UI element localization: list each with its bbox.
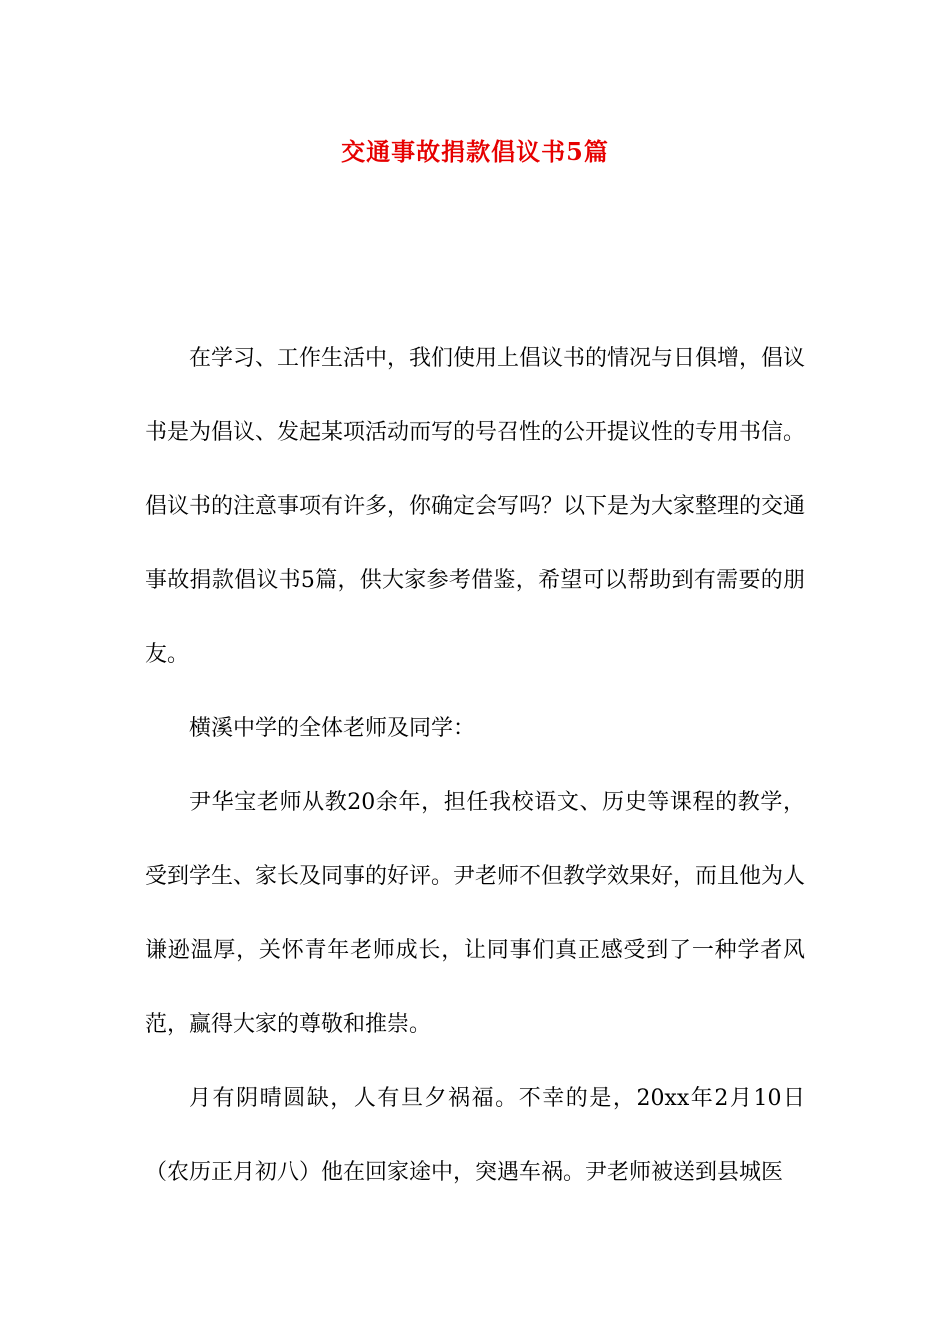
document-body [145,322,805,1210]
paragraph-intro: 在学习、工作生活中，我们使用上倡议书的情况与日俱增，倡议书是为倡议、发起某项活动而写的号召性的公开提议性的专用书信。倡议书的注意事项有许多，你确定会写吗？以下是为大家整理的交通事故捐款倡议书5篇，供大家参考借鉴，希望可以帮助到有需要的朋友。 [145,346,806,667]
paragraph-accident: 月有阴晴圆缺，人有旦夕祸福。不幸的是，20xx年2月10日（农历正月初八）他在回家途中，突遇车祸。尹老师被送到县城医 [145,1086,805,1185]
document-title: 交通事故捐款倡议书5篇 [341,137,609,166]
paragraph-teacher-intro: 尹华宝老师从教20余年，担任我校语文、历史等课程的教学，受到学生、家长及同事的好评。尹老师不但教学效果好，而且他为人谦逊温厚，关怀青年老师成长，让同事们真正感受到了一种学者风范，赢得大家的尊敬和推崇。 [145,790,806,1037]
paragraph-salutation: 横溪中学的全体老师及同学： [189,716,476,741]
